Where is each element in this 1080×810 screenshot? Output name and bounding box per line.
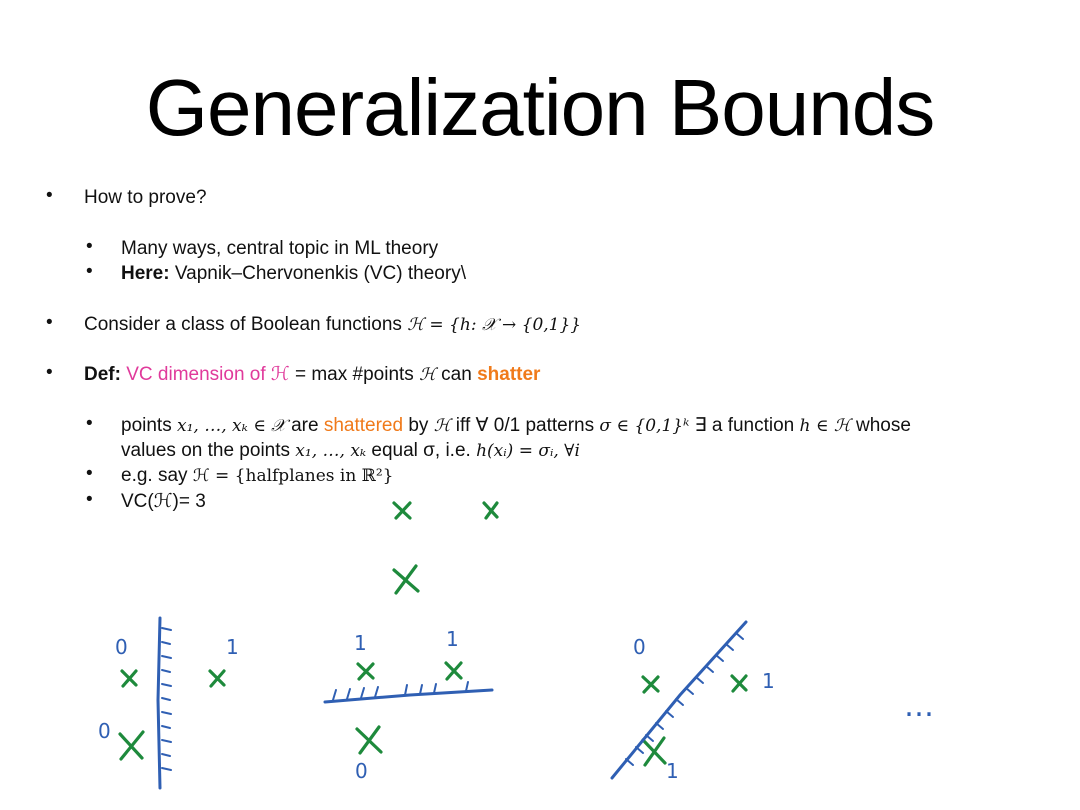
cross-mark (446, 663, 461, 679)
separator-line (158, 618, 160, 788)
iff-text: iff ∀ 0/1 patterns (450, 415, 600, 436)
h-in-H-math: h ∈ ℋ (799, 416, 851, 436)
label-text: 1 (762, 669, 775, 693)
label-text: 1 (666, 759, 679, 783)
bullet-dot: • (86, 261, 93, 282)
bullet-many-ways: Many ways, central topic in ML theory (121, 238, 439, 259)
label-text: 0 (355, 759, 368, 783)
cross-mark (394, 503, 410, 518)
bullet-dot: • (86, 236, 93, 257)
cross-mark (210, 671, 224, 686)
cross-mark (357, 727, 381, 753)
bullet-dot: • (46, 185, 53, 206)
max-points-text: = max #points (289, 364, 420, 385)
points-math: x₁, …, xₖ ∈ 𝒳 (176, 416, 286, 436)
values-text: values on the points (121, 440, 296, 461)
can-text: can (435, 364, 478, 385)
shatter-word: shatter (477, 364, 541, 385)
cross-mark (643, 677, 658, 692)
cross-mark (358, 664, 373, 679)
hypothesis-class-def: ℋ = {h: 𝒳 → {0,1}} (407, 315, 582, 335)
bullet-dot: • (86, 489, 93, 510)
exists-text: ∃ a function (689, 415, 800, 436)
hypothesis-symbol: ℋ (419, 365, 436, 385)
ellipsis-text: … (904, 689, 934, 724)
bullet-dot: • (46, 362, 53, 383)
whose-text: whose (850, 415, 911, 436)
bullet-dot: • (86, 463, 93, 484)
equation-math: h(xᵢ) = σᵢ, ∀i (476, 441, 580, 461)
bullet-vc-equals-3: VC(ℋ)= 3 (121, 491, 206, 512)
label-text: 0 (115, 635, 128, 659)
bullet-dot: • (86, 413, 93, 434)
vc-theory-text: Vapnik–Chervonenkis (VC) theory\ (174, 263, 466, 284)
vc-dimension-phrase: VC dimension of ℋ (126, 364, 290, 385)
def-label: Def: (84, 364, 121, 385)
equal-text: equal σ, i.e. (366, 440, 477, 461)
points-text: points (121, 415, 177, 436)
cross-mark (732, 676, 746, 691)
cross-mark (122, 671, 136, 686)
cross-mark (120, 732, 143, 759)
eg-say-text: e.g. say (121, 465, 193, 486)
slide-title: Generalization Bounds (145, 63, 935, 152)
label-text: 1 (446, 627, 459, 651)
label-text: 1 (226, 635, 239, 659)
hatch-marks (333, 682, 468, 700)
bullet-dot: • (46, 312, 53, 333)
halfplanes-math: ℋ = {halfplanes in ℝ²} (192, 466, 394, 486)
here-label: Here: (121, 263, 170, 284)
label-text: 0 (633, 635, 646, 659)
bullet-how-to-prove: How to prove? (84, 187, 207, 208)
points-math: x₁, …, xₖ (295, 441, 367, 461)
shattered-word: shattered (323, 415, 404, 436)
cross-mark (484, 503, 497, 518)
cross-mark (394, 566, 418, 593)
by-text: by (403, 415, 434, 436)
hatch-marks (162, 628, 171, 770)
label-text: 1 (354, 631, 367, 655)
label-text: 0 (98, 719, 111, 743)
are-text: are (285, 415, 324, 436)
boolean-functions-text: Consider a class of Boolean functions (84, 314, 402, 335)
cross-mark (643, 738, 665, 765)
sigma-math: σ ∈ {0,1}ᵏ (599, 416, 690, 436)
hypothesis-symbol: ℋ (433, 416, 451, 436)
